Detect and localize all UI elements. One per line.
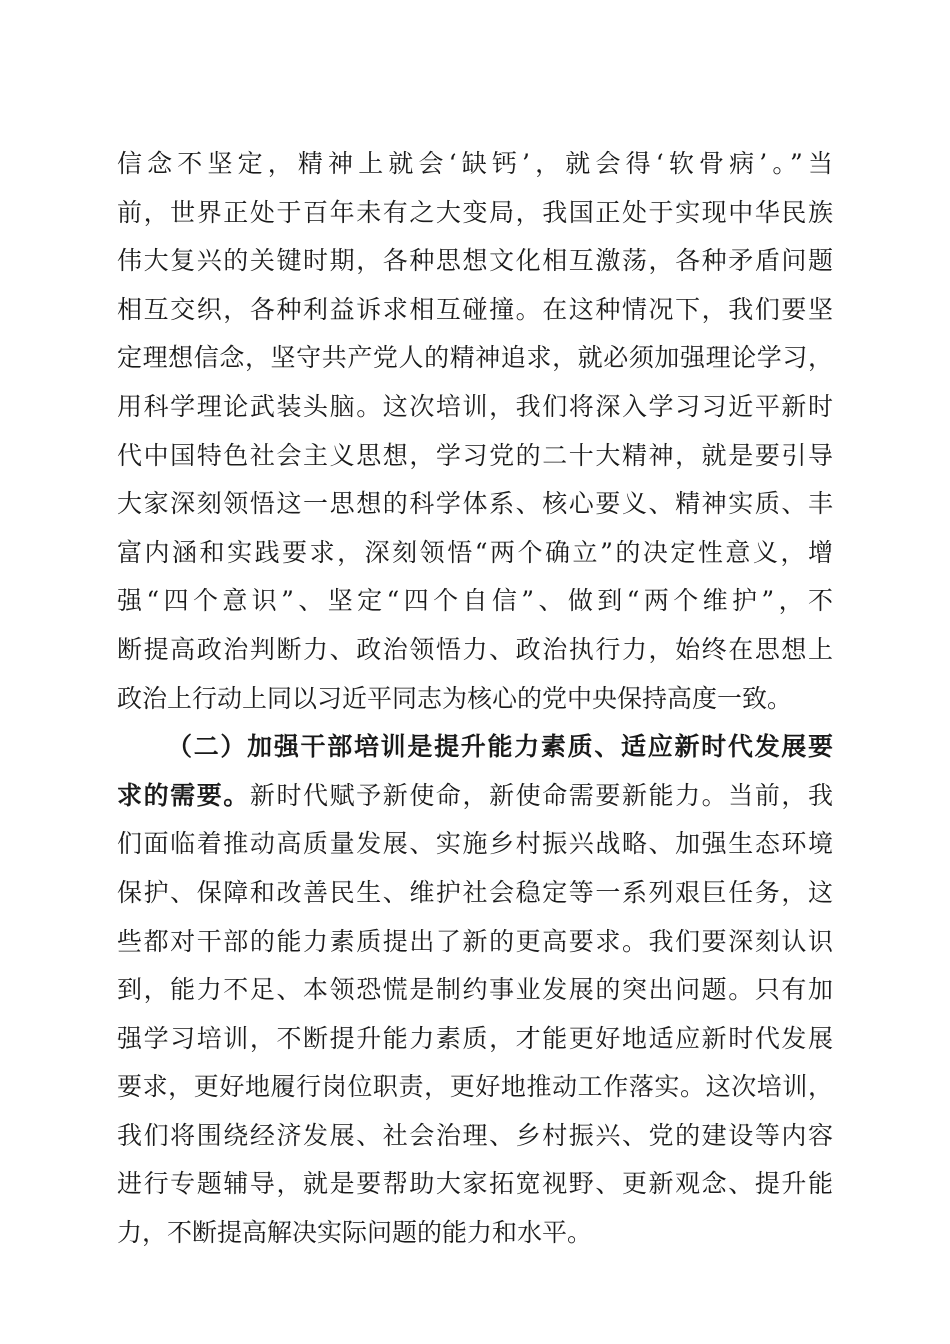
section-heading-tail: 求的需要。 (117, 780, 250, 810)
text-line: 们面临着推动高质量发展、实施乡村振兴战略、加强生态环境 (117, 829, 833, 859)
text-line: 保护、保障和改善民生、维护社会稳定等一系列艰巨任务，这 (117, 877, 833, 907)
text-line: 代中国特色社会主义思想，学习党的二十大精神，就是要引导 (117, 440, 833, 470)
text-line: 强学习培训，不断提升能力素质，才能更好地适应新时代发展 (117, 1023, 833, 1053)
text-line: 信念不坚定，精神上就会‘缺钙’，就会得‘软骨病’。”当 (117, 149, 833, 178)
text-line: 进行专题辅导，就是要帮助大家拓宽视野、更新观念、提升能 (117, 1169, 833, 1199)
text-line: 相互交织，各种利益诉求相互碰撞。在这种情况下，我们要坚 (117, 294, 833, 324)
text-line: 前，世界正处于百年未有之大变局，我国正处于实现中华民族 (117, 197, 833, 227)
section-heading-line: （二）加强干部培训是提升能力素质、适应新时代发展要 (167, 732, 833, 762)
section-heading-continuation (117, 772, 833, 821)
text-line: 断提高政治判断力、政治领悟力、政治执行力，始终在思想上 (117, 634, 833, 664)
text-line: 富内涵和实践要求，深刻领悟“两个确立”的决定性意义，增 (117, 537, 833, 567)
body-text (117, 140, 833, 1258)
text-line: 到，能力不足、本领恐慌是制约事业发展的突出问题。只有加 (117, 975, 833, 1005)
text-line: 定理想信念，坚守共产党人的精神追求，就必须加强理论学习， (117, 343, 833, 373)
text-line: 伟大复兴的关键时期，各种思想文化相互激荡，各种矛盾问题 (117, 246, 833, 276)
text-line: 些都对干部的能力素质提出了新的更高要求。我们要深刻认识 (117, 926, 833, 956)
text-line: 用科学理论武装头脑。这次培训，我们将深入学习习近平新时 (117, 391, 833, 421)
text-line: 新时代赋予新使命，新使命需要新能力。当前，我 (249, 780, 833, 810)
text-line: 要求，更好地履行岗位职责，更好地推动工作落实。这次培训， (117, 1072, 833, 1102)
text-line: 力，不断提高解决实际问题的能力和水平。 (117, 1218, 593, 1248)
text-line: 我们将围绕经济发展、社会治理、乡村振兴、党的建设等内容 (117, 1120, 833, 1150)
text-line: 大家深刻领悟这一思想的科学体系、核心要义、精神实质、丰 (117, 489, 833, 519)
text-line: 政治上行动上同以习近平同志为核心的党中央保持高度一致。 (117, 683, 793, 713)
text-line: 强“四个意识”、坚定“四个自信”、做到“两个维护”，不 (117, 586, 833, 616)
